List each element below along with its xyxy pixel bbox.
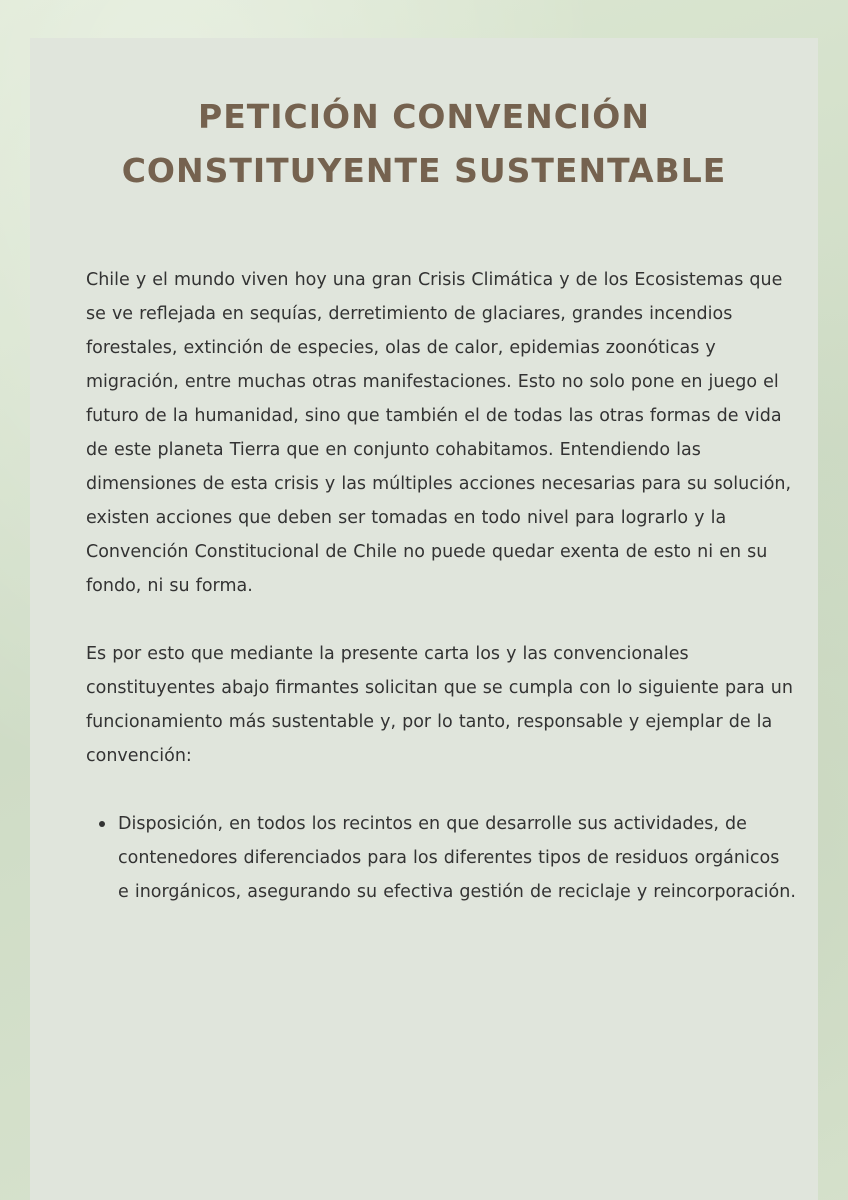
document-page [30,38,818,1200]
document-title [30,90,818,198]
list-item [118,807,796,909]
title-line-1: PETICIÓN CONVENCIÓN [198,97,650,136]
paragraph-request: Es por esto que mediante la presente carta los y las convencionales constituyentes abajo firmantes solicitan que se cumpla con lo siguiente para un funcionamiento más sustentable y, por lo tanto, responsable y ejemplar de la convención: [86,644,793,766]
bullet-icon [99,821,105,827]
list-item-text: Disposición, en todos los recintos en que desarrolle sus actividades, de contenedores diferenciados para los diferentes tipos de residuos orgánicos e inorgánicos, asegurando su efectiva gestión de reciclaje y reincorporación. [118,814,796,902]
request-list [86,807,796,909]
paragraph-intro: Chile y el mundo viven hoy una gran Crisis Climática y de los Ecosistemas que se ve reflejada en sequías, derretimiento de glaciares, grandes incendios forestales, extinción de especies, olas de calor, epidemias zoonóticas y migración, entre muchas otras manifestaciones. Esto no solo pone en juego el futuro de la humanidad, sino que también el de todas las otras formas de vida de este planeta Tierra que en conjunto cohabitamos. Entendiendo las dimensiones de esta crisis y las múltiples acciones necesarias para su solución, existen acciones que deben ser tomadas en todo nivel para lograrlo y la Convención Constitucional de Chile no puede quedar exenta de esto ni en su fondo, ni su forma. [86,270,792,596]
title-line-2: CONSTITUYENTE SUSTENTABLE [121,151,727,190]
document-body [86,263,796,909]
